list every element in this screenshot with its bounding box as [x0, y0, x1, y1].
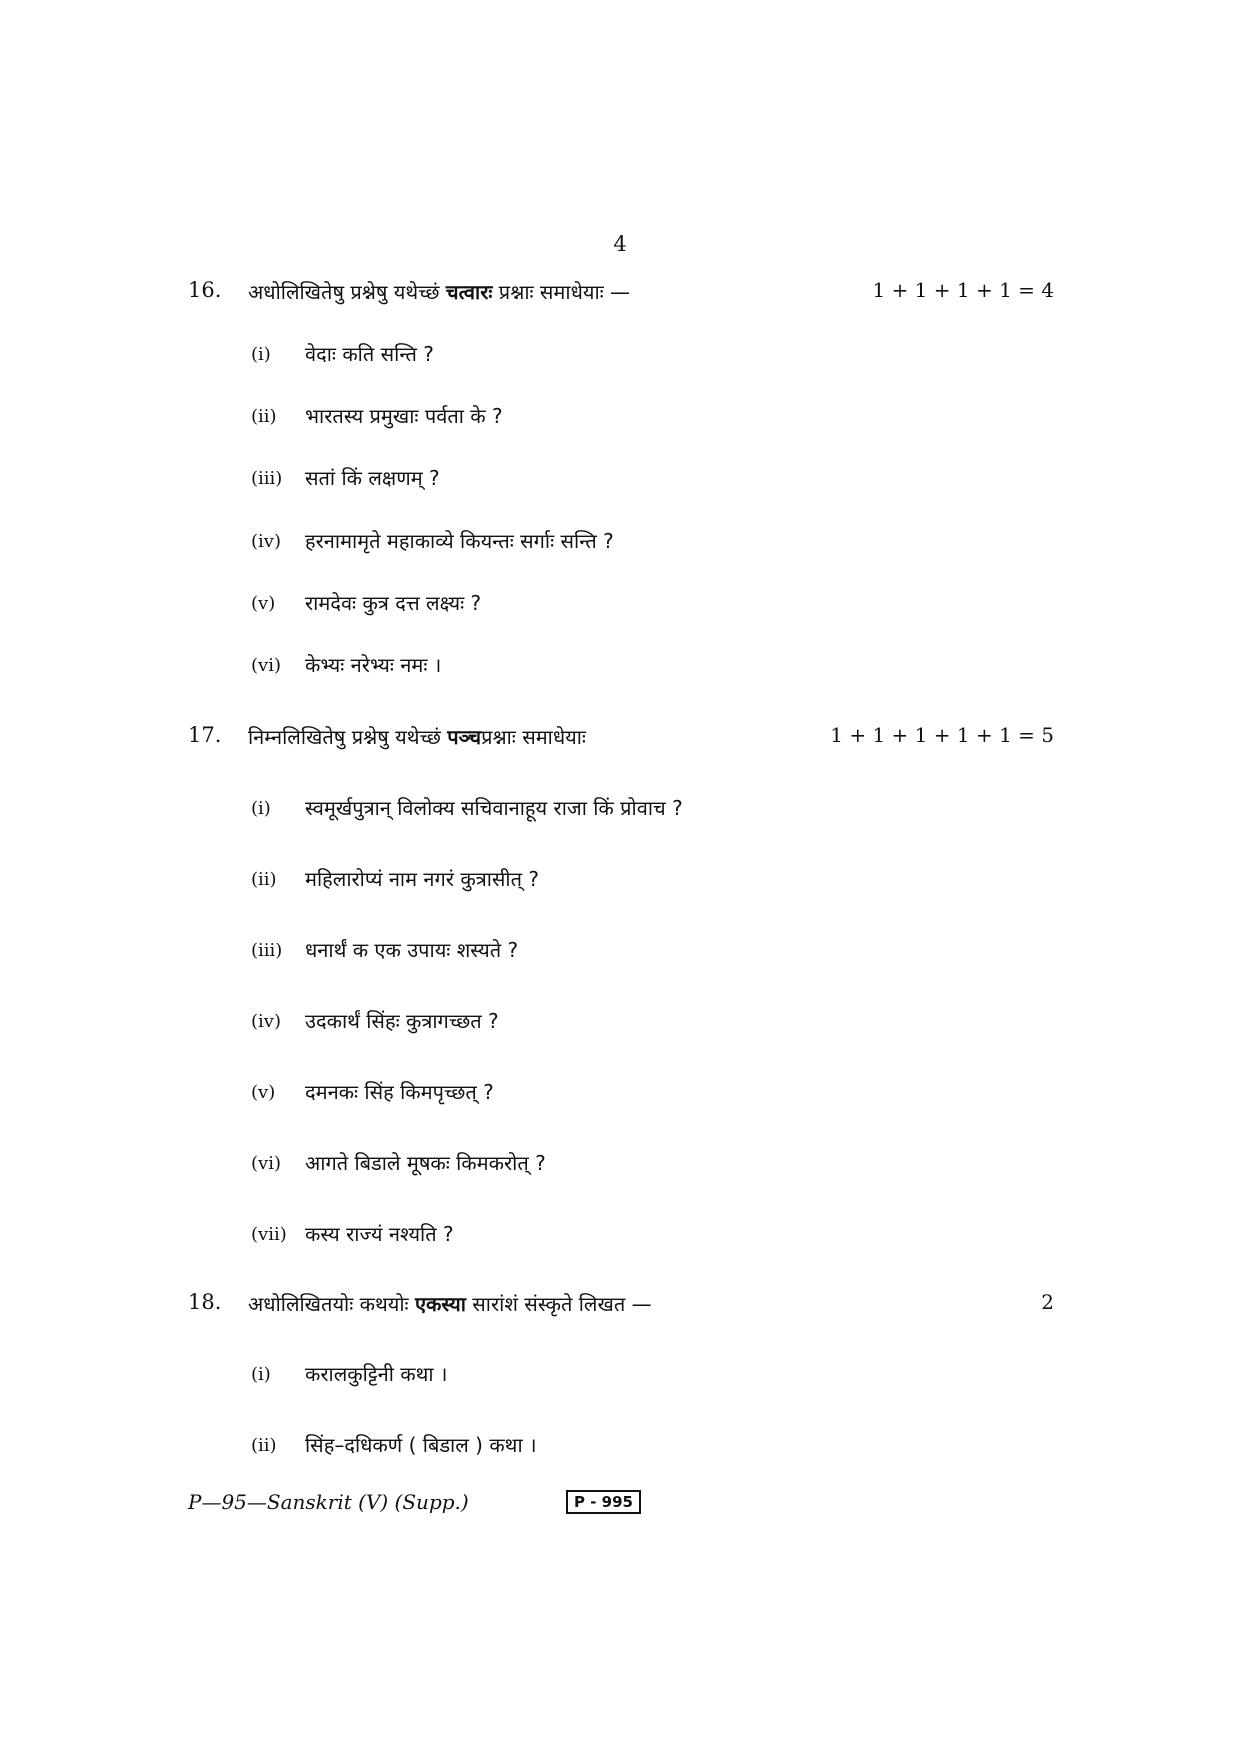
sub-question-number: (ii) [251, 869, 277, 890]
sub-question [0, 1220, 1240, 1256]
sub-question [0, 1431, 1240, 1467]
question-text-bold: एकस्या [414, 1292, 466, 1316]
question-header [0, 1290, 1240, 1330]
sub-question-text: सतां किं लक्षणम् ? [305, 466, 440, 490]
sub-question [0, 1149, 1240, 1185]
sub-question-number: (v) [251, 1082, 276, 1103]
sub-question [0, 1078, 1240, 1114]
sub-question [0, 340, 1240, 376]
sub-question-text: हरनामामृते महाकाव्ये कियन्तः सर्गाः सन्ति ? [305, 529, 614, 553]
sub-question-number: (ii) [251, 406, 277, 427]
question-number: 16. [188, 278, 222, 302]
sub-question [0, 865, 1240, 901]
sub-question-number: (i) [251, 344, 271, 365]
sub-question-number: (ii) [251, 1435, 277, 1456]
sub-question [0, 794, 1240, 830]
sub-question [0, 1360, 1240, 1396]
sub-question-number: (i) [251, 798, 271, 819]
sub-question [0, 651, 1240, 687]
page-number: 4 [613, 232, 627, 256]
question-18 [0, 1290, 1240, 1330]
sub-question-text: दमनकः सिंह किमपृच्छत् ? [305, 1080, 494, 1104]
question-text-part: प्रश्नाः समाधेयाः [481, 725, 586, 749]
sub-question-number: (vi) [251, 655, 281, 676]
sub-question-text: केभ्यः नरेभ्यः नमः । [305, 653, 442, 677]
question-text [248, 723, 586, 750]
sub-question [0, 527, 1240, 563]
sub-question-text: कस्य राज्यं नश्यति ? [305, 1222, 454, 1246]
sub-question-text: सिंह–दधिकर्ण ( बिडाल ) कथा । [305, 1433, 537, 1457]
sub-question-text: धनार्थं क एक उपायः शस्यते ? [305, 938, 519, 962]
question-text-part: प्रश्नाः समाधेयाः — [492, 280, 631, 304]
sub-question [0, 936, 1240, 972]
question-text-part: निम्नलिखितेषु प्रश्नेषु यथेच्छं [248, 725, 448, 749]
sub-question [0, 589, 1240, 625]
question-text-bold: पञ्च [447, 725, 482, 749]
sub-question-number: (iv) [251, 1011, 281, 1032]
question-header [0, 278, 1240, 318]
question-16 [0, 278, 1240, 318]
sub-question-text: उदकार्थं सिंहः कुत्रागच्छत ? [305, 1009, 499, 1033]
sub-question [0, 464, 1240, 500]
question-marks: 2 [1041, 1290, 1054, 1314]
page-footer [0, 1490, 1240, 1520]
question-number: 18. [188, 1290, 222, 1314]
question-text [248, 278, 630, 305]
sub-question [0, 402, 1240, 438]
question-text-part: अधोलिखितयोः कथयोः [248, 1292, 415, 1316]
question-marks: 1 + 1 + 1 + 1 = 4 [872, 278, 1054, 302]
sub-question-text: स्वमूर्खपुत्रान् विलोक्य सचिवानाहूय राजा किं प्रोवाच ? [305, 796, 683, 820]
question-17 [0, 723, 1240, 763]
paper-code: P—95—Sanskrit (V) (Supp.) [188, 1490, 469, 1514]
sub-question-number: (i) [251, 1364, 271, 1385]
sub-question-number: (vii) [251, 1224, 287, 1245]
question-number: 17. [188, 723, 222, 747]
question-text-bold: चत्वारः [445, 280, 493, 304]
sub-question-number: (iii) [251, 940, 283, 961]
question-text-part: अधोलिखितेषु प्रश्नेषु यथेच्छं [248, 280, 446, 304]
sub-question-text: करालकुट्टिनी कथा । [305, 1362, 448, 1386]
sub-question [0, 1007, 1240, 1043]
sub-question-number: (iv) [251, 531, 281, 552]
sub-question-text: महिलारोप्यं नाम नगरं कुत्रासीत् ? [305, 867, 539, 891]
sub-question-text: वेदाः कति सन्ति ? [305, 342, 434, 366]
sub-question-text: रामदेवः कुत्र दत्त लक्ष्यः ? [305, 591, 482, 615]
sub-question-text: आगते बिडाले मूषकः किमकरोत् ? [305, 1151, 546, 1175]
sub-question-number: (iii) [251, 468, 283, 489]
sub-question-text: भारतस्य प्रमुखाः पर्वता के ? [305, 404, 503, 428]
sub-question-number: (vi) [251, 1153, 281, 1174]
question-header [0, 723, 1240, 763]
sub-question-number: (v) [251, 593, 276, 614]
paper-code-box: P - 995 [566, 1490, 641, 1514]
question-text [248, 1290, 652, 1317]
question-marks: 1 + 1 + 1 + 1 + 1 = 5 [830, 723, 1054, 747]
question-text-part: सारांशं संस्कृते लिखत — [465, 1292, 652, 1316]
